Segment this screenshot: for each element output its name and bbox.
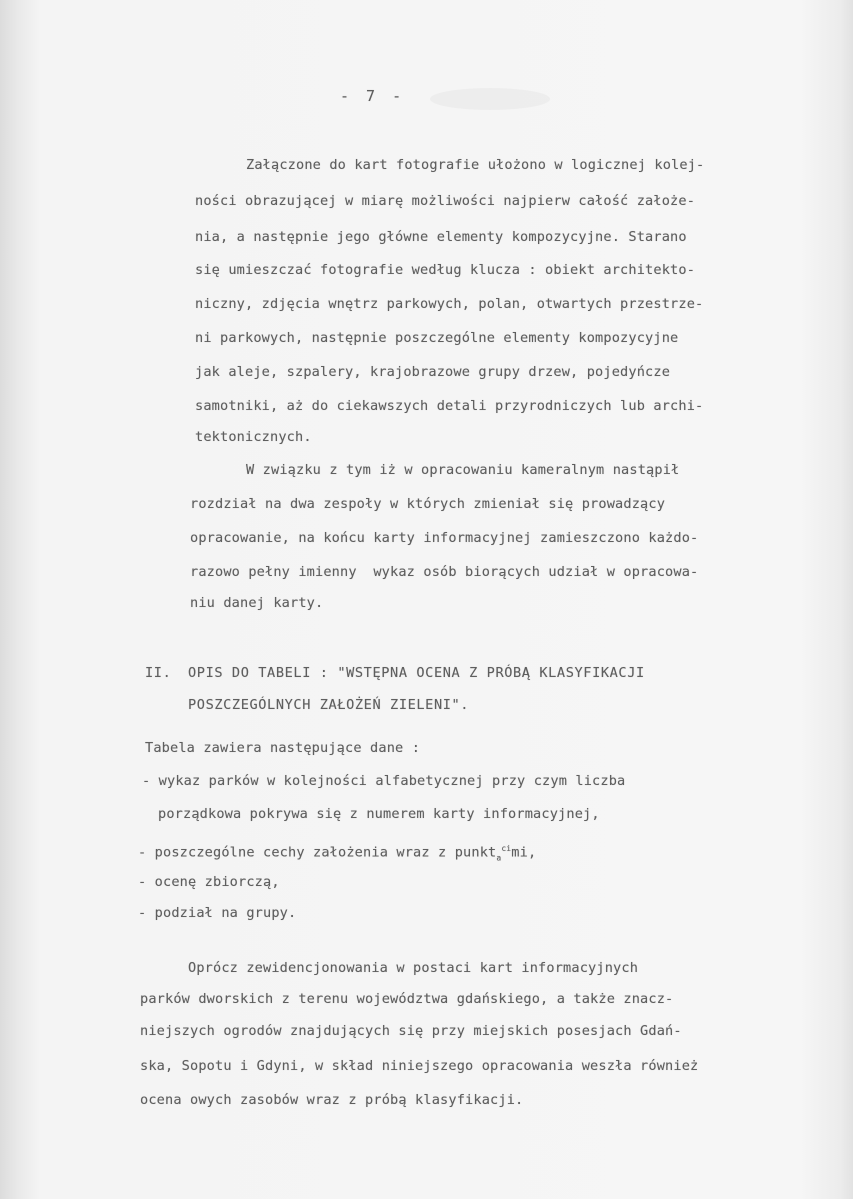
list-item-3: - ocenę zbiorczą, (138, 874, 280, 890)
section-heading-line-2: POSZCZEGÓLNYCH ZAŁOŻEŃ ZIELENI". (188, 697, 470, 713)
paragraph-2-line-4: razowo pełny imienny wykaz osób biorących udział w opracowa- (190, 564, 699, 580)
page-number: - 7 - (340, 87, 406, 105)
paragraph-3-line-1: Oprócz zewidencjonowania w postaci kart informacyjnych (188, 960, 639, 976)
list-item-1-line-2: porządkowa pokrywa się z numerem karty informacyjnej, (158, 806, 600, 822)
paragraph-1-line-4: się umieszczać fotografie według klucza : obiekt architekto- (195, 262, 696, 278)
paragraph-1-line-5: niczny, zdjęcia wnętrz parkowych, polan, otwartych przestrze- (195, 296, 704, 312)
paragraph-1-line-7: jak aleje, szpalery, krajobrazowe grupy drzew, pojedyńcze (195, 364, 671, 380)
paragraph-1-line-2: ności obrazującej w miarę możliwości najpierw całość założe- (195, 193, 696, 209)
list-item-2-ending: mi, (511, 844, 537, 861)
list-item-4: - podział na grupy. (138, 905, 297, 921)
table-intro: Tabela zawiera następujące dane : (145, 740, 421, 756)
section-numeral: II. (145, 665, 172, 681)
paragraph-3-line-4: ska, Sopotu i Gdyni, w skład niniejszego opracowania weszła również (140, 1058, 699, 1074)
list-item-2-text: - poszczególne cechy założenia wraz z punkt (138, 844, 497, 861)
paragraph-2-line-5: niu danej karty. (190, 595, 324, 611)
paragraph-1-line-1: Załączone do kart fotografie ułożono w logicznej kolej- (246, 157, 705, 173)
paper-smudge (430, 88, 550, 110)
list-item-2-superscript: ci (501, 844, 512, 853)
list-item-2-subscript: a (496, 853, 502, 863)
paragraph-1-line-9: tektonicznych. (195, 429, 312, 445)
paragraph-2-line-3: opracowanie, na końcu karty informacyjnej zamieszczono każdo- (190, 530, 699, 546)
paragraph-2-line-2: rozdział na dwa zespoły w których zmieniał się prowadzący (190, 496, 666, 512)
list-item-1-line-1: - wykaz parków w kolejności alfabetycznej przy czym liczba (142, 773, 626, 789)
paragraph-3-line-2: parków dworskich z terenu województwa gdańskiego, a także znacz- (140, 991, 674, 1007)
paragraph-1-line-8: samotniki, aż do ciekawszych detali przyrodniczych lub archi- (195, 398, 704, 414)
paragraph-1-line-3: nia, a następnie jego główne elementy kompozycyjne. Starano (195, 229, 687, 245)
list-item-2 (138, 840, 536, 866)
paragraph-3-line-5: ocena owych zasobów wraz z próbą klasyfikacji. (140, 1092, 524, 1108)
paragraph-2-line-1: W związku z tym iż w opracowaniu kameralnym nastąpił (246, 462, 680, 478)
paragraph-3-line-3: niejszych ogrodów znajdujących się przy miejskich posesjach Gdań- (140, 1023, 682, 1039)
paragraph-1-line-6: ni parkowych, następnie poszczególne elementy kompozycyjne (195, 330, 679, 346)
section-heading-line-1: OPIS DO TABELI : "WSTĘPNA OCENA Z PRÓBĄ KLASYFIKACJI (188, 665, 645, 681)
